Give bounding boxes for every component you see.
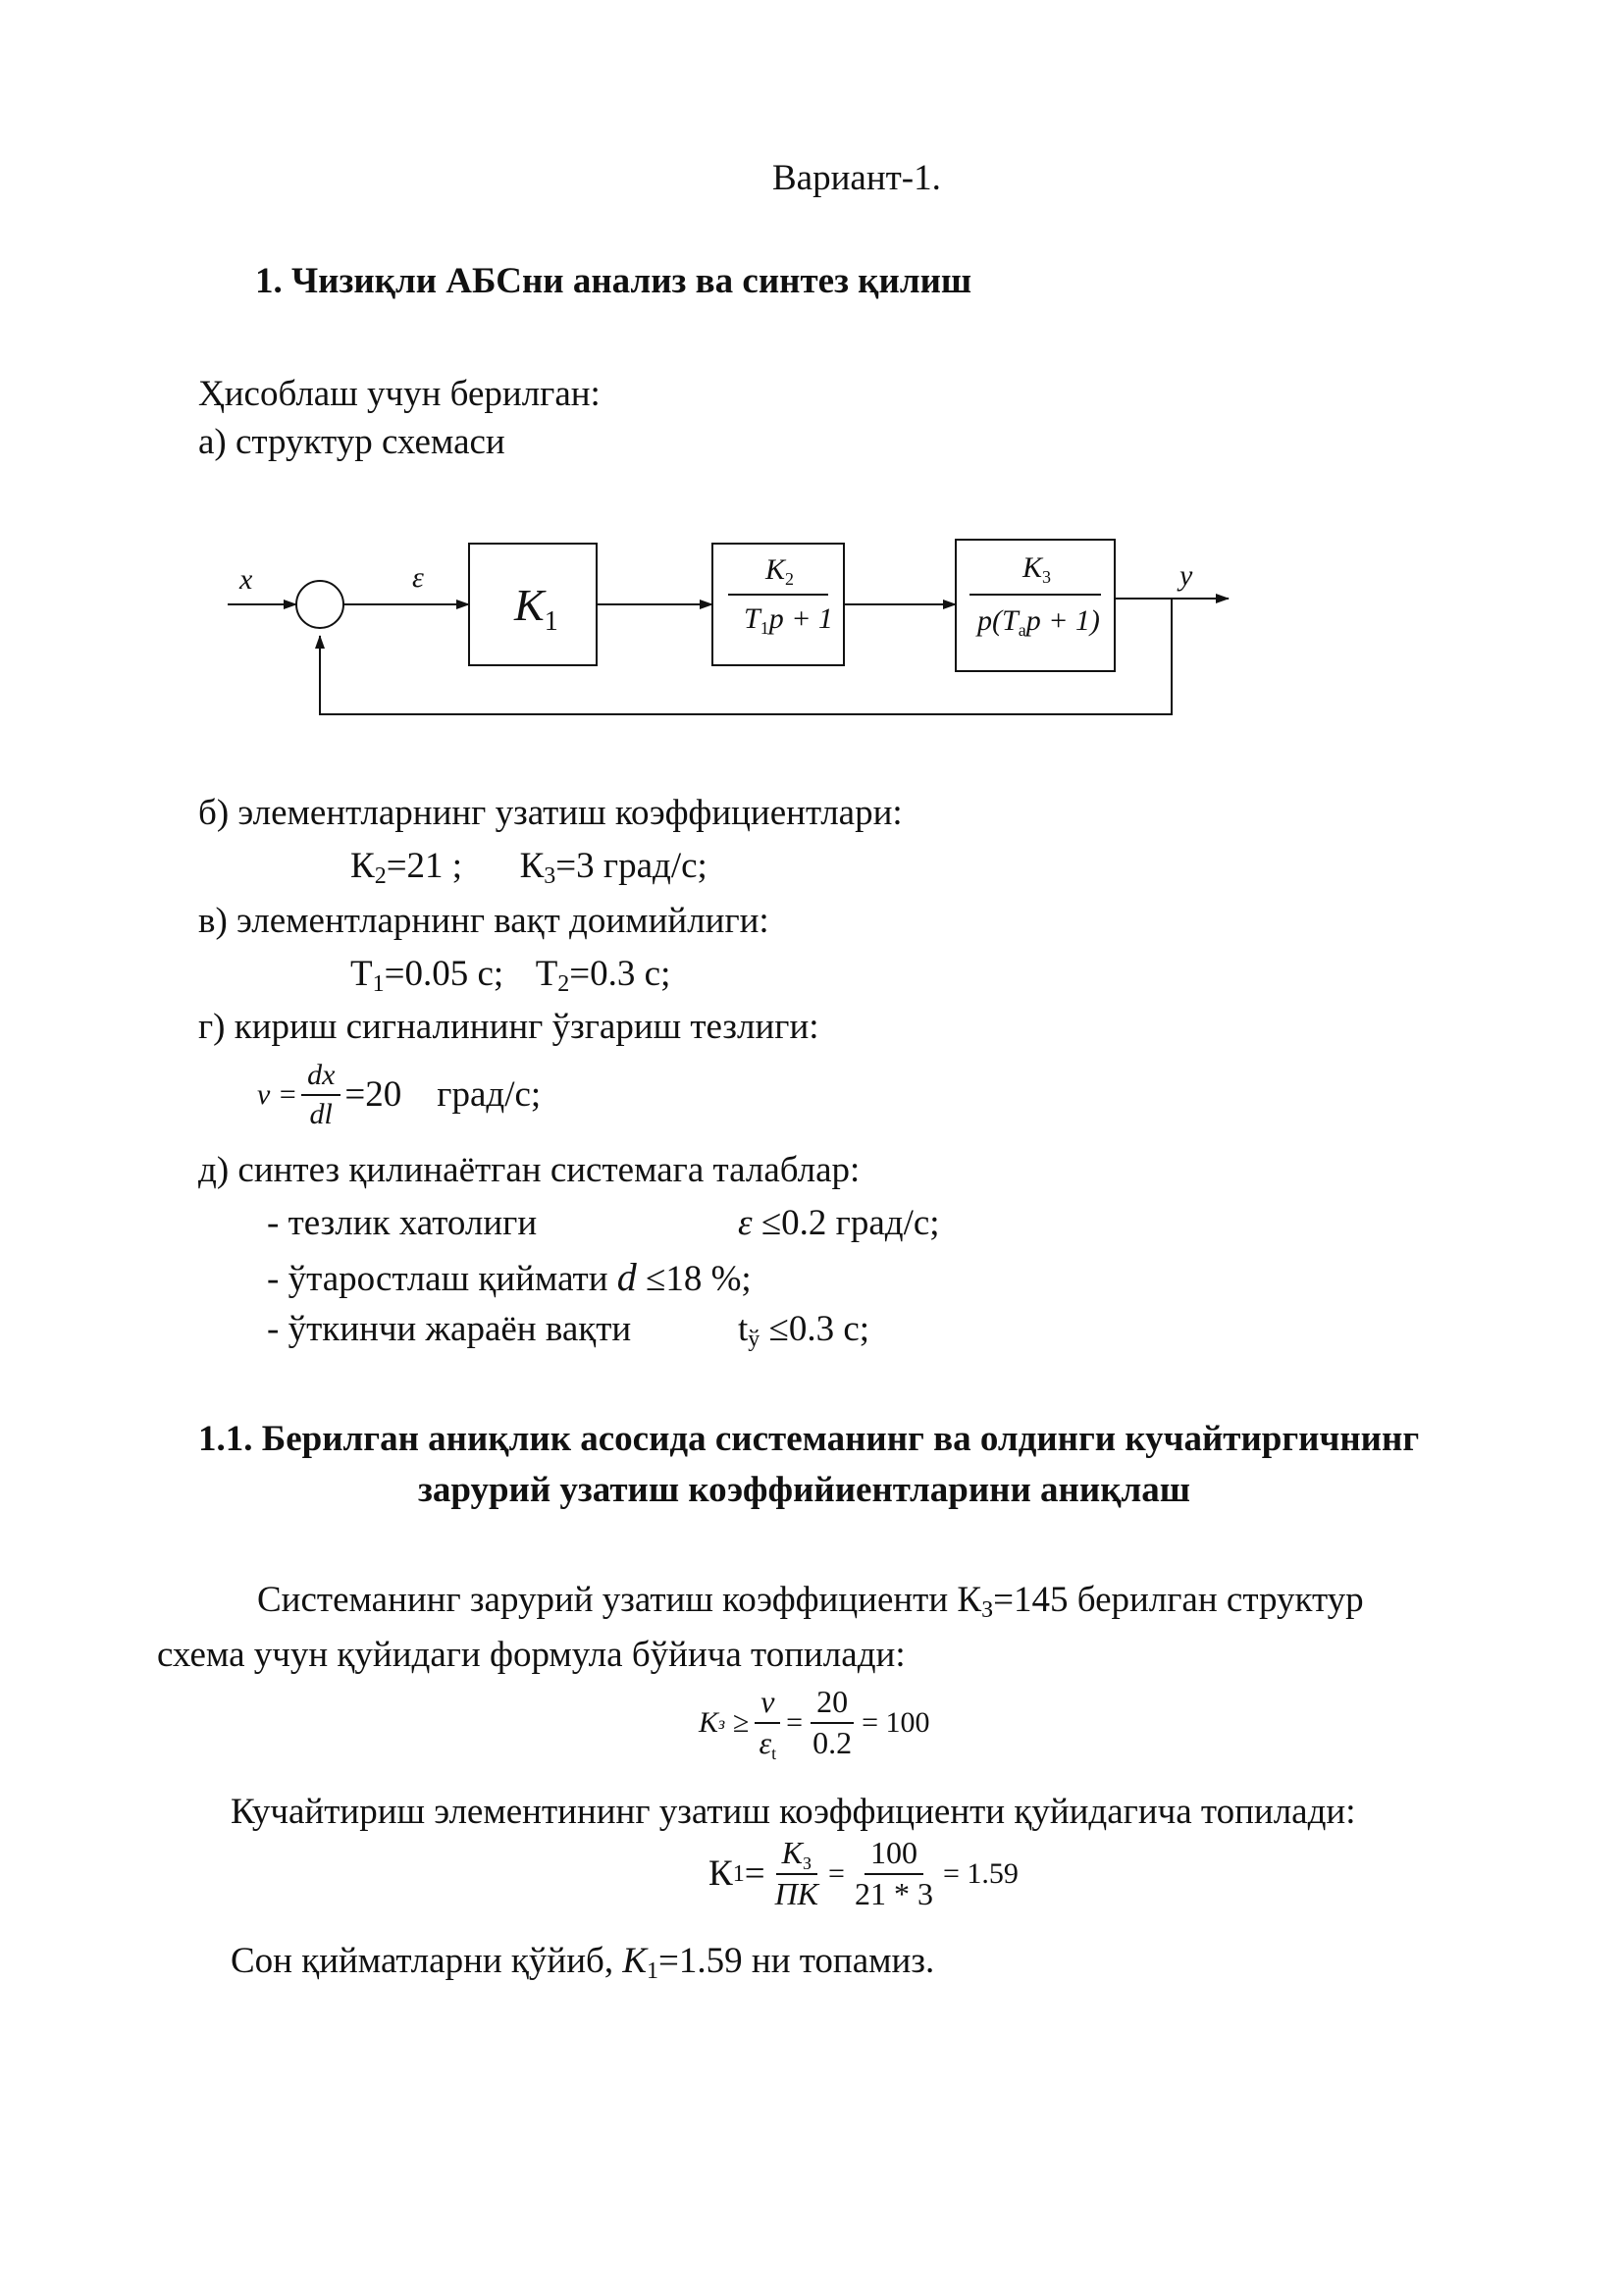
req-label-1: - тезлик хатолиги xyxy=(267,1203,538,1243)
block3-denominator: $p(T_ap + 1)$ xyxy=(977,604,1100,640)
paragraph-1-line-2: схема учун қуйидаги формула бўйича топилади: xyxy=(157,1635,906,1675)
rate-formula: v = $\frac{dx}{dl}$ =20 град/с; xyxy=(257,1059,542,1130)
input-label: x xyxy=(239,563,253,596)
item-g-label: г) кириш сигналининг ўзгариш тезлиги: xyxy=(198,1007,819,1047)
req-value-1: ε ≤0.2 град/с; xyxy=(738,1203,940,1243)
gain-values: $К_2=21$ ; $К_3=3$ град/с; xyxy=(350,846,707,889)
section-1-1-title-line2: зарурий узатиш коэффийиентларини аниқлаш xyxy=(418,1470,1191,1510)
paragraph-2: Кучайтириш элементининг узатиш коэффициенти қуйидагича топилади: xyxy=(231,1792,1356,1832)
formula-required-gain: K з ≥ $\frac{v}{\varepsilon_t}$ = $\frac{20}{0.2}$ = 100 xyxy=(699,1684,930,1763)
block1-symbol: $K_1$ xyxy=(514,580,558,637)
summing-junction xyxy=(296,581,343,628)
item-d-label: д) синтез қилинаётган системага талаблар: xyxy=(198,1150,861,1190)
item-v-label: в) элементларнинг вақт доимийлиги: xyxy=(198,901,769,941)
block2-numerator: $K_2$ xyxy=(765,553,795,589)
block3-numerator: $K_3$ xyxy=(1022,551,1052,587)
variant-title: Вариант-1. xyxy=(772,158,941,198)
paragraph-1-line-1: Системанинг зарурий узатиш коэффициенти $К_З=145$ берилган структур xyxy=(257,1580,1364,1623)
section-1-title: 1. Чизиқли АБСни анализ ва синтез қилиш xyxy=(255,261,972,301)
item-a-label: а) структур схемаси xyxy=(198,422,505,462)
given-heading: Ҳисоблаш учун берилган: xyxy=(198,374,601,414)
formula-amplifier-gain: К 1 = $\frac{K_З}{\Pi K}$ = $\frac{100}{21 * 3}$ = 1.59 xyxy=(708,1835,1019,1911)
output-label: y xyxy=(1179,559,1193,592)
block-diagram xyxy=(218,520,1258,736)
error-label: ε xyxy=(412,561,424,594)
req-value-3: $t_ў \le 0.3$ с; xyxy=(738,1309,870,1352)
block2-denominator: $T_1p + 1$ xyxy=(744,602,833,638)
req-label-2: - ўтаростлаш қиймати d ≤18 %; xyxy=(267,1255,752,1299)
section-1-1-title-line1: 1.1. Берилган аниқлик асосида системанинг ва олдинги кучайтиргичнинг xyxy=(198,1419,1420,1459)
req-label-3: - ўткинчи жараён вақти xyxy=(267,1309,632,1349)
paragraph-3: Сон қийматларни қўйиб, $K_1=1.59$ ни топамиз. xyxy=(231,1941,935,1984)
time-constants: $Т_1=0.05$ с; $Т_2=0.3$ с; xyxy=(350,954,671,997)
item-b-label: б) элементларнинг узатиш коэффициентлари: xyxy=(198,793,903,833)
